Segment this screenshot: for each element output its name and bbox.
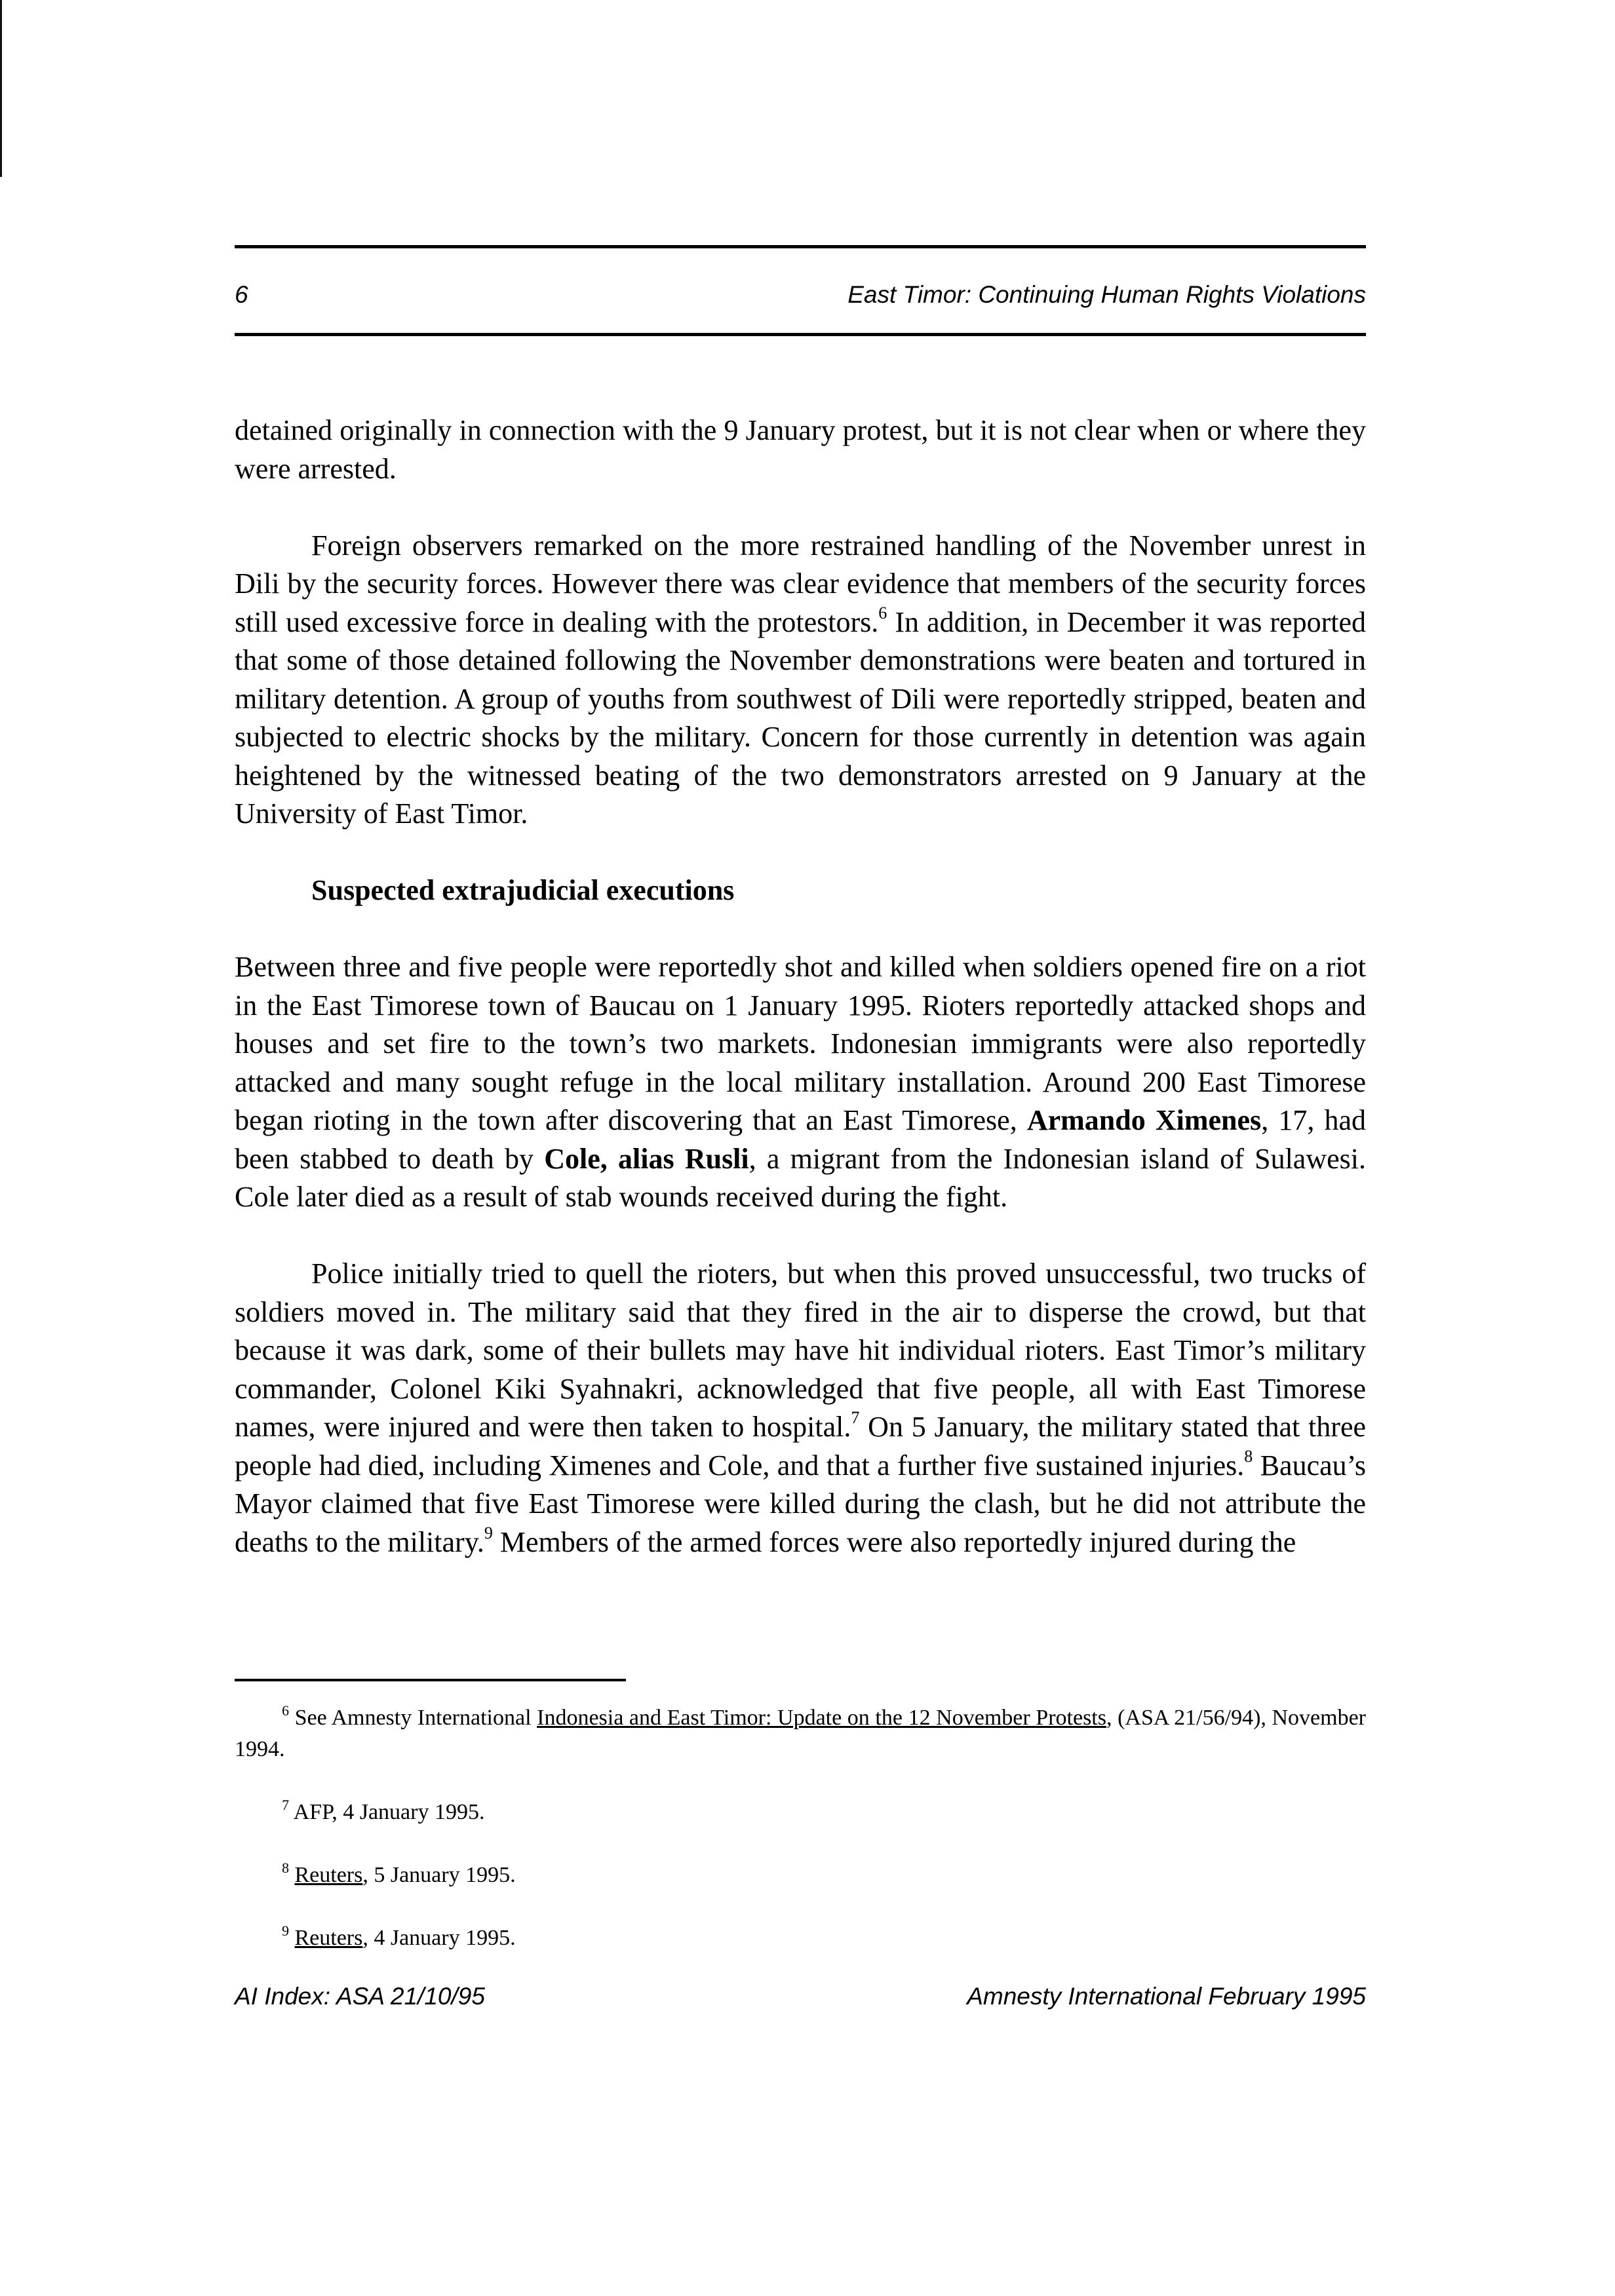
cited-report-title: Indonesia and East Timor: Update on the 12 November Protests bbox=[537, 1706, 1106, 1730]
page-number: 6 bbox=[235, 281, 248, 308]
paragraph-text: Between three and five people were reportedly shot and killed when soldiers opened fire on a riot in the East Timorese town of Baucau on 1 January 1995. Rioters reportedly attacked shops and houses and set fire to the town’s two markets. Indonesian immigrants were also reportedly attacked and many sought refuge in the local military installation. Around 200 East Timorese began rioting in the town after discovering that an East Timorese, bbox=[235, 951, 1366, 1136]
paragraph-text: On 5 January, the military stated that three people had died, including Ximenes and Cole, and that a further five sustained injuries. bbox=[235, 1411, 1366, 1482]
header-rule-bottom bbox=[235, 333, 1366, 336]
footnote-ref-9[interactable]: 9 bbox=[484, 1523, 493, 1542]
scan-edge-mark bbox=[0, 0, 2, 177]
footnote-7 bbox=[235, 1797, 1366, 1828]
paragraph-text: Members of the armed forces were also reportedly injured during the bbox=[492, 1525, 1296, 1558]
paragraph-police-response bbox=[235, 1255, 1366, 1561]
section-heading: Suspected extrajudicial executions bbox=[311, 874, 735, 906]
footnote-separator bbox=[235, 1679, 626, 1681]
footnote-number: 9 bbox=[282, 1922, 289, 1939]
paragraph-text: In addition, in December it was reported that some of those detained following the November demonstrations were beaten and tortured in military detention. A group of youths from southwest of Dili were reportedly stripped, beaten and subjected to electric shocks by the military. Concern for those currently in detention was again heightened by the witnessed beating of the two demonstrators arrested on 9 January at the University of East Timor. bbox=[235, 605, 1366, 830]
footnote-number: 7 bbox=[282, 1796, 289, 1813]
paragraph-text: , a migrant from the Indonesian island of Sulawesi. Cole later died as a result of stab wounds received during the fight. bbox=[235, 1142, 1366, 1213]
paragraph-text: Police initially tried to quell the rioters, but when this proved unsuccessful, two trucks of soldiers moved in. The military said that they fired in the air to disperse the crowd, but that because it was dark, some of their bullets may have hit individual rioters. East Timor’s military commander, Colonel Kiki Syahnakri, acknowledged that five people, all with East Timorese names, were injured and were then taken to hospital. bbox=[235, 1257, 1366, 1443]
footnotes bbox=[235, 1702, 1366, 1985]
paragraph-text: , 17, had been stabbed to death by bbox=[235, 1104, 1366, 1175]
publisher-date: Amnesty International February 1995 bbox=[967, 1983, 1366, 2010]
document-title: East Timor: Continuing Human Rights Violations bbox=[847, 281, 1366, 308]
footnote-text: , (ASA 21/56/94), November 1994. bbox=[235, 1706, 1366, 1761]
paragraph-text: Baucau’s Mayor claimed that five East Timorese were killed during the clash, but he did not attribute the deaths to the military. bbox=[235, 1449, 1366, 1558]
bold-name-armando-ximenes: Armando Ximenes bbox=[1026, 1104, 1262, 1136]
bold-name-cole-rusli: Cole, alias Rusli bbox=[544, 1142, 749, 1175]
running-footer bbox=[235, 1980, 1366, 2013]
paragraph-continuation bbox=[235, 411, 1366, 488]
footnote-8 bbox=[235, 1860, 1366, 1891]
footnote-number: 8 bbox=[282, 1859, 289, 1876]
footnote-text: AFP, 4 January 1995. bbox=[289, 1800, 485, 1824]
header-rule-top bbox=[235, 245, 1366, 248]
footnote-number: 6 bbox=[282, 1702, 289, 1719]
footnote-6 bbox=[235, 1702, 1366, 1765]
footnote-ref-6[interactable]: 6 bbox=[878, 603, 887, 622]
footnote-9 bbox=[235, 1923, 1366, 1954]
footnote-text: , 4 January 1995. bbox=[362, 1926, 516, 1950]
paragraph-baucau-riot bbox=[235, 948, 1366, 1217]
footnote-text: , 5 January 1995. bbox=[362, 1863, 516, 1887]
footnote-ref-8[interactable]: 8 bbox=[1244, 1446, 1253, 1466]
cited-source: Reuters bbox=[294, 1863, 363, 1887]
running-header bbox=[235, 278, 1366, 311]
body-text bbox=[235, 411, 1366, 1600]
paragraph-text: detained originally in connection with the 9 January protest, but it is not clear when or where they were arrested. bbox=[235, 414, 1366, 485]
paragraph-foreign-observers bbox=[235, 527, 1366, 833]
ai-index: AI Index: ASA 21/10/95 bbox=[235, 1983, 485, 2010]
footnote-text: See Amnesty International bbox=[289, 1706, 537, 1730]
footnote-ref-7[interactable]: 7 bbox=[851, 1408, 860, 1428]
cited-source: Reuters bbox=[294, 1926, 363, 1950]
paragraph-text: Foreign observers remarked on the more restrained handling of the November unrest in Dili by the security forces. However there was clear evidence that members of the security forces still used excessive force in dealing with the protestors. bbox=[235, 529, 1366, 638]
